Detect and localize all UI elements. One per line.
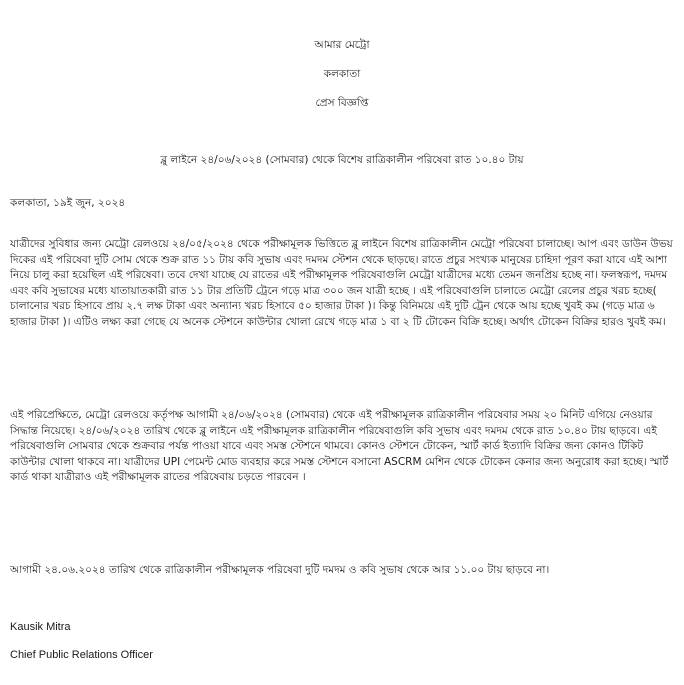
body-paragraph-1: যাত্রীদের সুবিধার জন্য মেট্রো রেলওয়ে ২৪/০৫/২০২৪ থেকে পরীক্ষামূলক ভিত্তিতে ব্লু লাইনে বিশেষ রাত্রিকালীন মেট্রো পরিষেবা চালাচ্ছে। আপ এবং ডাউন উভয় দিকের এই পরিষেবা দুটি সোম থেকে শুক্র রাত ১১ টায় কবি সুভাষ এবং দমদম স্টেশন থেকে ছাড়ছে। রাতে প্রচুর সংখ্যক মানুষের চাহিদা পূরণ করা যাবে এই আশা নিয়ে চালু করা হয়েছিল এই পরিষেবা। তবে দেখা যাচ্ছে যে রাতের এই পরীক্ষামূলক পরিষেবাগুলি মেট্রো যাত্রীদের মধ্যে তেমন জনপ্রিয় হচ্ছে না। ফলস্বরূপ, দমদম এবং কবি সুভাষের মধ্যে যাতায়াতকারী রাত ১১ টার প্রতিটি ট্রেনে গড়ে মাত্র ৩০০ জন যাত্রী হচ্ছে । এই পরিষেবাগুলি চালাতে মেট্রো রেলের প্রচুর খরচ হচ্ছে( চালানোর খরচ হিসাবে প্রায় ২.৭ লক্ষ টাকা এবং অন্যান্য খরচ হিসাবে ৫০ হাজার টাকা )। কিন্তু বিনিময়ে এই দুটি ট্রেন থেকে আয় হচ্ছে খুবই কম (গড়ে মাত্র ৬ হাজার টাকা )। এটিও লক্ষ্য করা গেছে যে অনেক স্টেশনে কাউন্টার খোলা রেখে গড়ে মাত্র ১ বা ২ টি টোকেন বিক্রি হচ্ছে। অর্থাৎ টোকেন বিক্রির হারও খুবই কম। xyxy=(10,238,673,328)
signatory-name: Kausik Mitra xyxy=(10,621,71,633)
signatory-title: Chief Public Relations Officer xyxy=(10,649,153,661)
document-type: প্রেস বিজ্ঞপ্তি xyxy=(315,97,369,109)
body-paragraph-2: এই পরিপ্রেক্ষিতে, মেট্রো রেলওয়ে কর্তৃপক্ষ আগামী ২৪/০৬/২০২৪ (সোমবার) থেকে এই পরীক্ষামূলক রাত্রিকালীন পরিষেবার সময় ২০ মিনিট এগিয়ে নেওয়ার সিদ্ধান্ত নিয়েছে। ২৪/০৬/২০২৪ তারিখ থেকে ব্লু লাইনে এই পরীক্ষামূলক রাত্রিকালীন পরিষেবাগুলি কবি সুভাষ এবং দমদম থেকে রাত ১০.৪০ টায় ছাড়বে। এই পরিষেবাগুলি সোমবার থেকে শুক্রবার পর্যন্ত পাওয়া যাবে এবং সমস্ত স্টেশনে থামবে। কোনও স্টেশনে টোকেন, স্মার্ট কার্ড ইত্যাদি বিক্রির জন্য কোনও টিকিট কাউন্টার খোলা থাকবে না। যাত্রীদের UPI পেমেন্ট মোড ব্যবহার করে সমস্ত স্টেশনে বসানো ASCRM মেশিন থেকে টোকেন কেনার জন্য অনুরোধ করা হচ্ছে। স্মার্ট কার্ড থাকা যাত্রীরাও এই পরীক্ষামূলক রাতের পরিষেবায় চড়তে পারবেন । xyxy=(10,409,669,484)
organization-name: আমার মেট্রো xyxy=(314,39,370,51)
city-name: কলকাতা xyxy=(323,68,361,80)
subject-line: ব্লু লাইনে ২৪/০৬/২০২৪ (সোমবার) থেকে বিশেষ রাত্রিকালীন পরিষেবা রাত ১০.৪০ টায় xyxy=(160,154,524,166)
dateline: কলকাতা, ১৯ই জুন, ২০২৪ xyxy=(10,197,126,209)
body-paragraph-3: আগামী ২৪.০৬.২০২৪ তারিখ থেকে রাত্রিকালীন পরীক্ষামূলক পরিষেবা দুটি দমদম ও কবি সুভাষ থেকে আর ১১.০০ টায় ছাড়বে না। xyxy=(10,564,550,576)
